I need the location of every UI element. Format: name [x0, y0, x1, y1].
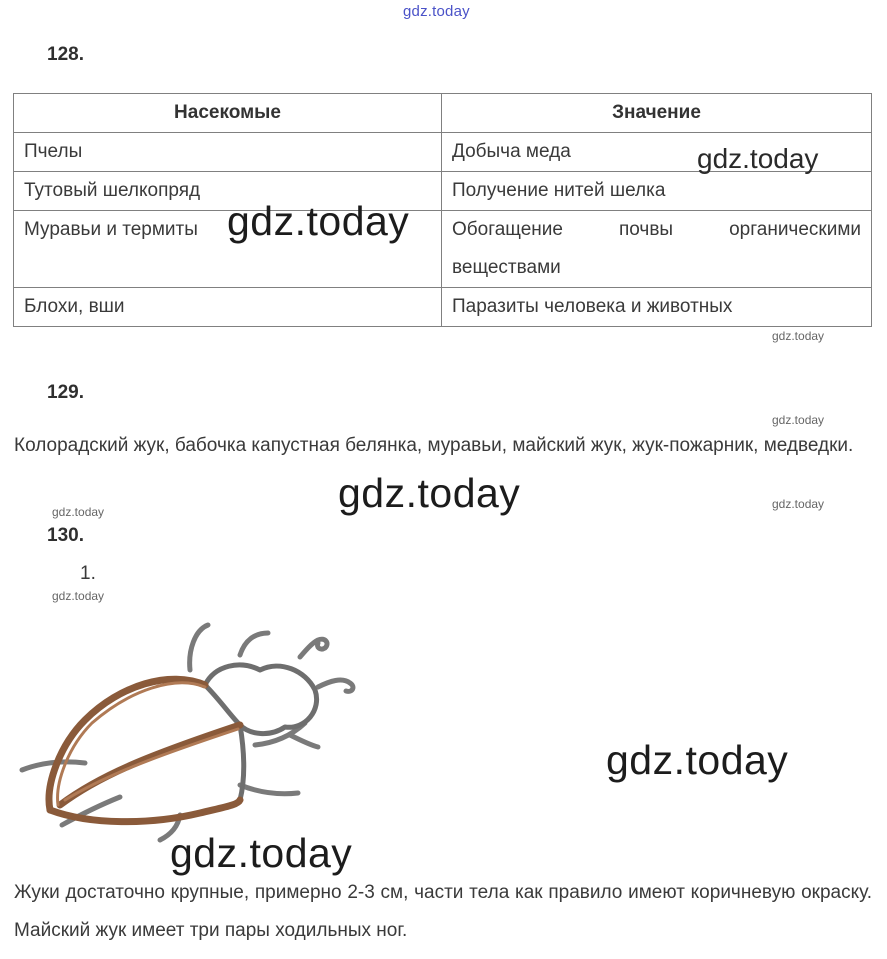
- watermark: gdz.today: [338, 470, 521, 516]
- watermark: gdz.today: [606, 737, 789, 783]
- exercise-128-number: 128.: [47, 44, 84, 65]
- table-row: [14, 211, 872, 288]
- watermark: gdz.today: [772, 497, 825, 511]
- table-cell: Пчелы: [14, 133, 442, 172]
- watermark-top: gdz.today: [403, 3, 470, 20]
- table-header-cell: Насекомые: [14, 94, 442, 133]
- insects-table: [13, 93, 872, 327]
- exercise-130-text: Жуки достаточно крупные, примерно 2-3 см, части тела как правило имеют коричневую окраску. Майский жук имеет три пары ходильных ног.: [14, 882, 872, 941]
- table-cell: Муравьи и термиты: [14, 211, 442, 288]
- watermark: gdz.today: [772, 329, 825, 343]
- table-cell: Блохи, вши: [14, 288, 442, 327]
- exercise-129-text: Колорадский жук, бабочка капустная белянка, муравьи, майский жук, жук-пожарник, медведки.: [14, 435, 854, 456]
- exercise-130-number: 130.: [47, 525, 84, 546]
- table-header-cell: Значение: [442, 94, 872, 133]
- table-cell: Тутовый шелкопряд: [14, 172, 442, 211]
- watermark: gdz.today: [170, 830, 353, 876]
- watermark: gdz.today: [772, 413, 825, 427]
- watermark: gdz.today: [52, 505, 105, 519]
- table-cell: Добыча меда: [442, 133, 872, 172]
- table-header-row: [14, 94, 872, 133]
- watermark: gdz.today: [227, 198, 410, 244]
- watermark: gdz.today: [697, 143, 819, 174]
- watermark: gdz.today: [52, 589, 105, 603]
- table-row: [14, 288, 872, 327]
- table-row: [14, 172, 872, 211]
- table-cell: Обогащение почвы органическими веществами: [442, 211, 872, 288]
- table-cell: Паразиты человека и животных: [442, 288, 872, 327]
- exercise-130-item-number: 1.: [80, 563, 96, 584]
- beetle-drawing: [0, 615, 370, 845]
- exercise-129-number: 129.: [47, 382, 84, 403]
- table-cell: Получение нитей шелка: [442, 172, 872, 211]
